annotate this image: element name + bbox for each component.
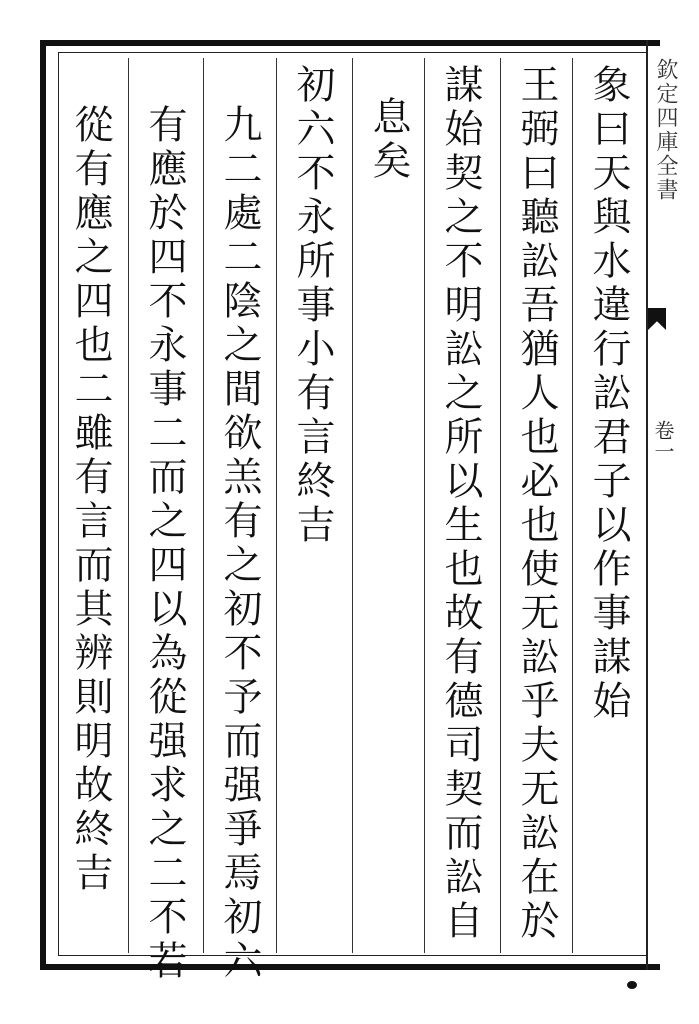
text-column-7: 有應於四不永事二而之四以為從强求之二不若 (142, 104, 187, 984)
column-rule (500, 58, 501, 953)
book-title: 欽定四庫全書 (653, 58, 678, 202)
text-column-8: 從有應之四也二雖有言而其辨則明故終吉 (68, 104, 113, 896)
text-column-5: 初六不永所事小有言終吉 (290, 64, 335, 548)
text-column-1: 象曰天與水違行訟君子以作事謀始 (586, 64, 631, 724)
column-rule (128, 58, 129, 953)
ink-speck (627, 981, 637, 989)
text-column-3: 謀始契之不明訟之所以生也故有德司契而訟自 (438, 64, 483, 944)
column-rule (203, 58, 204, 953)
text-column-2: 王弼曰聽訟吾猶人也必也使无訟乎夫无訟在於 (514, 64, 559, 944)
text-column-4: 息矣 (366, 96, 411, 184)
column-rule (276, 58, 277, 953)
column-rule (572, 58, 573, 953)
fold-edge (646, 40, 648, 970)
column-rule (424, 58, 425, 953)
column-rule (352, 58, 353, 953)
volume-label: 卷一 (651, 420, 675, 462)
text-column-6: 九二處二陰之間欲羔有之初不予而强爭焉初六 (217, 104, 262, 984)
